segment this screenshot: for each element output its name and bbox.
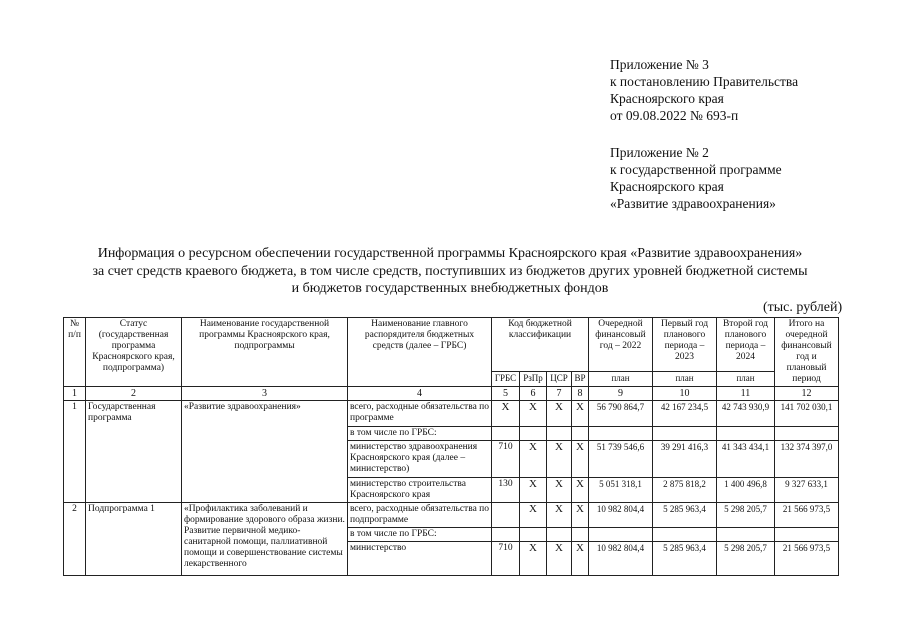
value-total: 9 327 633,1	[775, 478, 839, 503]
code-x: Х	[520, 401, 547, 427]
column-number: 2	[86, 387, 182, 401]
header-plan: план	[717, 371, 775, 386]
value-2023: 39 291 416,3	[653, 441, 717, 478]
column-number: 11	[717, 387, 775, 401]
header-rzpr: РзПр	[520, 371, 547, 386]
title-line: Информация о ресурсном обеспечении государственной программы Красноярского края «Развитие здравоохранения»	[97, 246, 803, 261]
header-plan: план	[653, 371, 717, 386]
column-number: 3	[182, 387, 348, 401]
column-number: 1	[64, 387, 86, 401]
header-2022: Очередной финансовый год – 2022	[589, 318, 653, 372]
value-2024: 5 298 205,7	[717, 542, 775, 576]
code-x: Х	[547, 503, 572, 528]
code-x: Х	[520, 503, 547, 528]
value-2023: 42 167 234,5	[653, 401, 717, 427]
row-status: Государственная программа	[86, 401, 182, 503]
value-total: 21 566 973,5	[775, 503, 839, 528]
row-total-label: всего, расходные обязательства по подпрограмме	[348, 503, 492, 528]
code-grbs: 130	[492, 478, 520, 503]
column-number: 10	[653, 387, 717, 401]
header-program-name: Наименование государственной программы Красноярского края, подпрограммы	[182, 318, 348, 387]
code-x: Х	[520, 478, 547, 503]
header-status: Статус (государственная программа Красноярского края, подпрограмма)	[86, 318, 182, 387]
column-number: 5	[492, 387, 520, 401]
header-total: Итого на очередной финансовый год и плановый период	[775, 318, 839, 387]
value-total: 132 374 397,0	[775, 441, 839, 478]
value-2023: 5 285 963,4	[653, 503, 717, 528]
value-2024: 1 400 496,8	[717, 478, 775, 503]
code-x: Х	[547, 401, 572, 427]
row-grbs-name: министерство	[348, 542, 492, 576]
row-grbs-name: министерство строительства Красноярского края	[348, 478, 492, 503]
appendix-2-block	[610, 144, 782, 212]
appendix-2-line: «Развитие здравоохранения»	[610, 196, 776, 211]
code-grbs: 710	[492, 441, 520, 478]
table-row	[64, 401, 839, 427]
code-x: Х	[572, 401, 589, 427]
value-2023: 2 875 818,2	[653, 478, 717, 503]
appendix-3-line: Красноярского края	[610, 91, 724, 106]
row-num: 2	[64, 503, 86, 576]
header-csr: ЦСР	[547, 371, 572, 386]
value-2022: 51 739 546,6	[589, 441, 653, 478]
appendix-2-line: Приложение № 2	[610, 145, 709, 160]
value-2022: 10 982 804,4	[589, 542, 653, 576]
header-grbs-name: Наименование главного распорядителя бюджетных средств (далее – ГРБС)	[348, 318, 492, 387]
appendix-3-line: от 09.08.2022 № 693-п	[610, 108, 739, 123]
column-number: 9	[589, 387, 653, 401]
appendix-3-line: к постановлению Правительства	[610, 74, 799, 89]
value-2024: 41 343 434,1	[717, 441, 775, 478]
header-2024: Второй год планового периода – 2024	[717, 318, 775, 372]
document-title	[40, 245, 860, 298]
appendix-3-block	[610, 56, 798, 124]
row-grbs-name: министерство здравоохранения Красноярского края (далее – министерство)	[348, 441, 492, 478]
title-line: и бюджетов государственных внебюджетных фондов	[291, 281, 609, 296]
resource-table	[63, 317, 839, 576]
code-x: Х	[547, 441, 572, 478]
header-plan: план	[589, 371, 653, 386]
appendix-2-line: к государственной программе	[610, 162, 782, 177]
header-grbs: ГРБС	[492, 371, 520, 386]
row-incl-label: в том числе по ГРБС:	[348, 528, 492, 542]
appendix-3-line: Приложение № 3	[610, 57, 709, 72]
table-row	[64, 503, 839, 528]
code-grbs: 710	[492, 542, 520, 576]
units-label: (тыс. рублей)	[763, 300, 843, 315]
value-2023: 5 285 963,4	[653, 542, 717, 576]
code-x: Х	[492, 401, 520, 427]
value-total: 141 702 030,1	[775, 401, 839, 427]
code-x: Х	[572, 478, 589, 503]
column-number: 4	[348, 387, 492, 401]
header-2023: Первый год планового периода – 2023	[653, 318, 717, 372]
row-total-label: всего, расходные обязательства по программе	[348, 401, 492, 427]
header-code-group: Код бюджетной классификации	[492, 318, 589, 372]
row-status: Подпрограмма 1	[86, 503, 182, 576]
row-program-name: «Развитие здравоохранения»	[182, 401, 348, 503]
header-vr: ВР	[572, 371, 589, 386]
value-total: 21 566 973,5	[775, 542, 839, 576]
header-num: № п/п	[64, 318, 86, 387]
code-x: Х	[520, 441, 547, 478]
code-x: Х	[547, 478, 572, 503]
row-incl-label: в том числе по ГРБС:	[348, 427, 492, 441]
code-x: Х	[572, 503, 589, 528]
title-line: за счет средств краевого бюджета, в том числе средств, поступивших из бюджетов других уровней бюджетной системы	[92, 263, 808, 279]
column-number: 12	[775, 387, 839, 401]
value-2024: 42 743 930,9	[717, 401, 775, 427]
value-2022: 5 051 318,1	[589, 478, 653, 503]
code-x: Х	[520, 542, 547, 576]
code-x: Х	[572, 441, 589, 478]
code-x: Х	[572, 542, 589, 576]
code-x: Х	[547, 542, 572, 576]
value-2022: 56 790 864,7	[589, 401, 653, 427]
row-program-name: «Профилактика заболеваний и формирование здорового образа жизни. Развитие первичной медико-санитарной помощи, паллиативной помощи и совершенствование системы лекарственного	[182, 503, 348, 576]
appendix-2-line: Красноярского края	[610, 179, 724, 194]
column-number: 7	[547, 387, 572, 401]
column-number: 8	[572, 387, 589, 401]
value-2022: 10 982 804,4	[589, 503, 653, 528]
row-num: 1	[64, 401, 86, 503]
value-2024: 5 298 205,7	[717, 503, 775, 528]
column-number: 6	[520, 387, 547, 401]
